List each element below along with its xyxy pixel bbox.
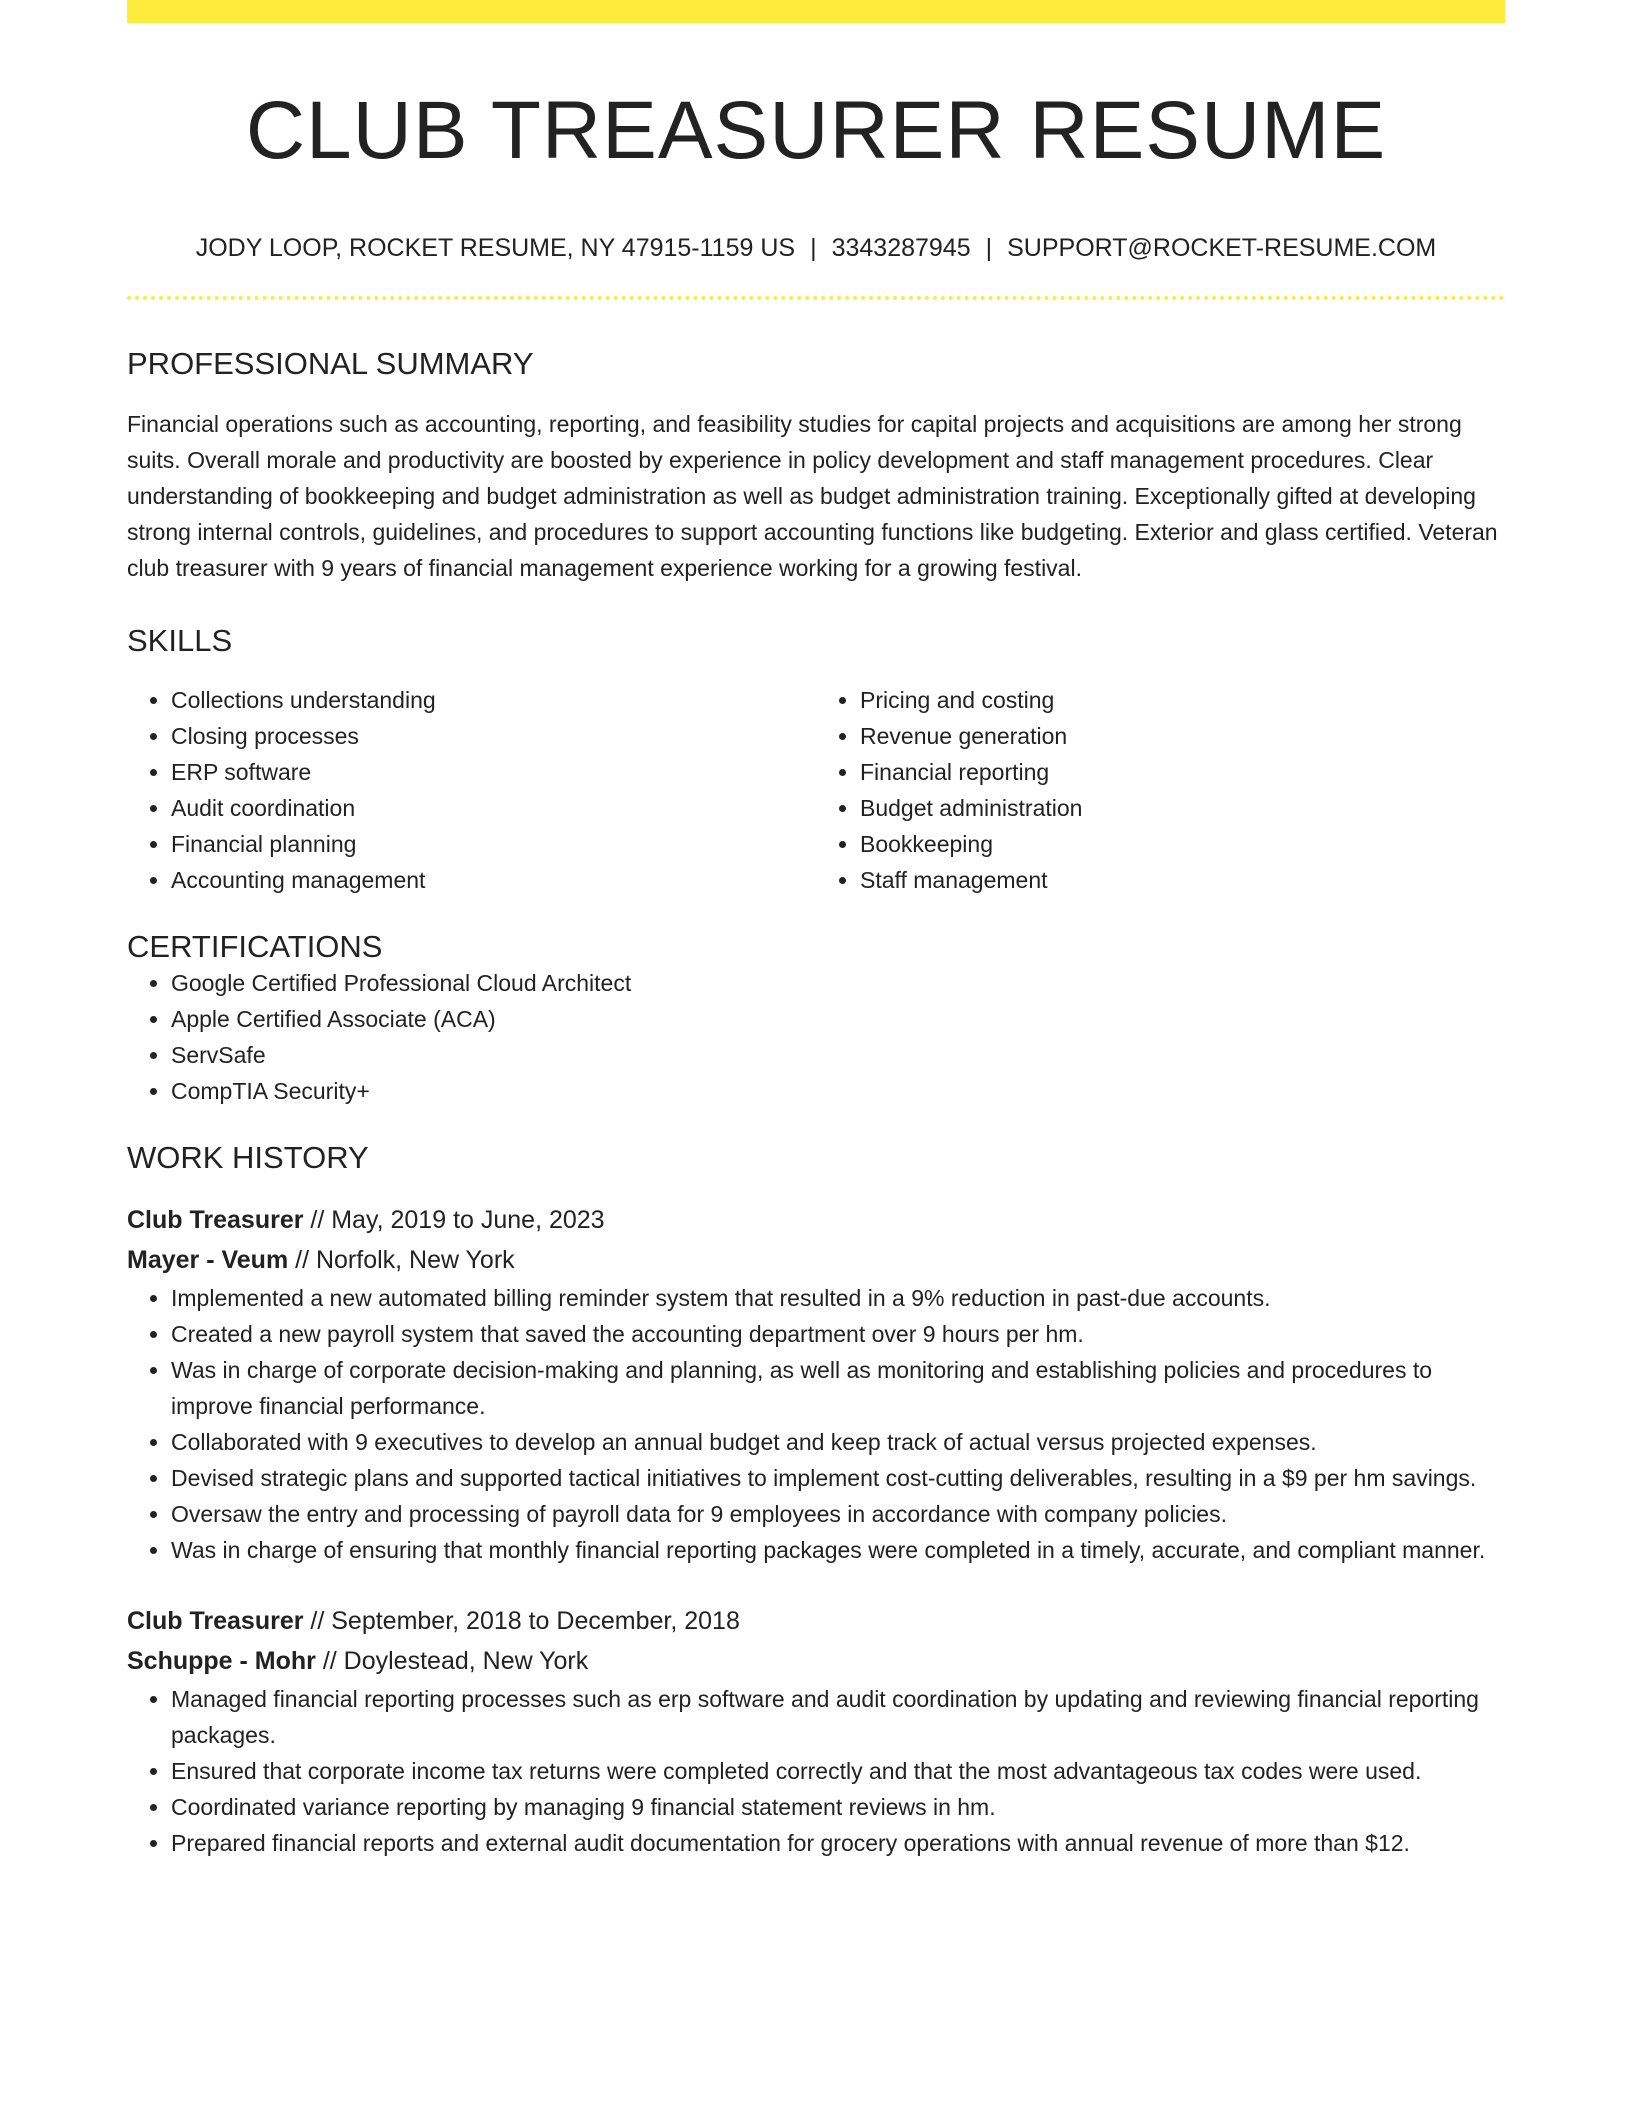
skill-item: • Bookkeeping (860, 826, 1505, 862)
contact-email: SUPPORT@ROCKET-RESUME.COM (1007, 234, 1437, 263)
contact-separator: | (810, 234, 817, 263)
certifications-list (127, 965, 1505, 1109)
work-history-heading: WORK HISTORY (127, 1139, 369, 1175)
skill-item: • Revenue generation (860, 718, 1505, 754)
dotted-divider (127, 296, 1505, 300)
job-bullet: • Was in charge of ensuring that monthly financial reporting packages were completed in a timely, accurate, and compliant manner. (171, 1532, 1505, 1568)
skill-item: • Financial planning (171, 826, 816, 862)
skill-item: • Pricing and costing (860, 682, 1505, 718)
job-bullet: • Managed financial reporting processes such as erp software and audit coordination by updating and reviewing financial reporting packages. (171, 1681, 1505, 1753)
page-title: CLUB TREASURER RESUME (245, 85, 1387, 176)
job-role-line (127, 1601, 1505, 1641)
summary-text: Financial operations such as accounting, reporting, and feasibility studies for capital projects and acquisitions are among her strong suits. Overall morale and productivity are boosted by experience in policy development and staff management procedures. Clear understanding of bookkeeping and budget administration as well as budget administration training. Exceptionally gifted at developing strong internal controls, guidelines, and procedures to support accounting functions like budgeting. Exterior and glass certified. Veteran club treasurer with 9 years of financial management experience working for a growing festival. (127, 411, 1498, 582)
certification-item: • CompTIA Security+ (171, 1073, 1505, 1109)
job-company-line (127, 1641, 1505, 1681)
skills-heading: SKILLS (127, 623, 233, 659)
job-location: // Doylestead, New York (315, 1646, 589, 1675)
skill-item: • Financial reporting (860, 754, 1505, 790)
job-bullets (127, 1681, 1505, 1861)
skill-item: • Closing processes (171, 718, 816, 754)
job-role-line (127, 1200, 1505, 1240)
job-role: Club Treasurer (127, 1606, 304, 1635)
skill-item: • Accounting management (171, 862, 816, 898)
job-company: Mayer - Veum (127, 1245, 289, 1274)
job-bullet: • Collaborated with 9 executives to develop an annual budget and keep track of actual versus projected expenses. (171, 1424, 1505, 1460)
certification-item: • Apple Certified Associate (ACA) (171, 1001, 1505, 1037)
job-bullet: • Ensured that corporate income tax returns were completed correctly and that the most advantageous tax codes were used. (171, 1753, 1505, 1789)
certification-item: • Google Certified Professional Cloud Architect (171, 965, 1505, 1001)
job-bullet: • Implemented a new automated billing reminder system that resulted in a 9% reduction in past-due accounts. (171, 1280, 1505, 1316)
job-entry (127, 1200, 1505, 1568)
job-dates: // May, 2019 to June, 2023 (303, 1205, 605, 1234)
skill-item: • Audit coordination (171, 790, 816, 826)
skills-grid (127, 682, 1505, 898)
job-dates: // September, 2018 to December, 2018 (303, 1606, 740, 1635)
contact-address: JODY LOOP, ROCKET RESUME, NY 47915-1159 US (195, 234, 796, 263)
job-bullet: • Prepared financial reports and external audit documentation for grocery operations with annual revenue of more than $12. (171, 1825, 1505, 1861)
contact-phone: 3343287945 (831, 234, 971, 263)
job-location: // Norfolk, New York (288, 1245, 515, 1274)
summary-heading: PROFESSIONAL SUMMARY (127, 346, 534, 382)
job-company: Schuppe - Mohr (127, 1646, 316, 1675)
contact-line (127, 233, 1505, 263)
job-bullet: • Devised strategic plans and supported tactical initiatives to implement cost-cutting deliverables, resulting in a $9 per hm savings. (171, 1460, 1505, 1496)
job-bullet: • Coordinated variance reporting by managing 9 financial statement reviews in hm. (171, 1789, 1505, 1825)
job-bullets (127, 1280, 1505, 1568)
accent-top-bar (127, 0, 1505, 23)
certification-item: • ServSafe (171, 1037, 1505, 1073)
job-entry (127, 1601, 1505, 1861)
skills-list-left (127, 682, 816, 898)
contact-separator: | (985, 234, 993, 263)
job-company-line (127, 1240, 1505, 1280)
skill-item: • Collections understanding (171, 682, 816, 718)
job-bullet: • Was in charge of corporate decision-making and planning, as well as monitoring and establishing policies and procedures to improve financial performance. (171, 1352, 1505, 1424)
job-bullet: • Oversaw the entry and processing of payroll data for 9 employees in accordance with company policies. (171, 1496, 1505, 1532)
job-role: Club Treasurer (127, 1205, 304, 1234)
certifications-heading: CERTIFICATIONS (127, 928, 383, 964)
skill-item: • Staff management (860, 862, 1505, 898)
skills-list-right (816, 682, 1505, 898)
skills-column-right (816, 682, 1505, 898)
skills-column-left (127, 682, 816, 898)
skill-item: • ERP software (171, 754, 816, 790)
skill-item: • Budget administration (860, 790, 1505, 826)
job-bullet: • Created a new payroll system that saved the accounting department over 9 hours per hm. (171, 1316, 1505, 1352)
